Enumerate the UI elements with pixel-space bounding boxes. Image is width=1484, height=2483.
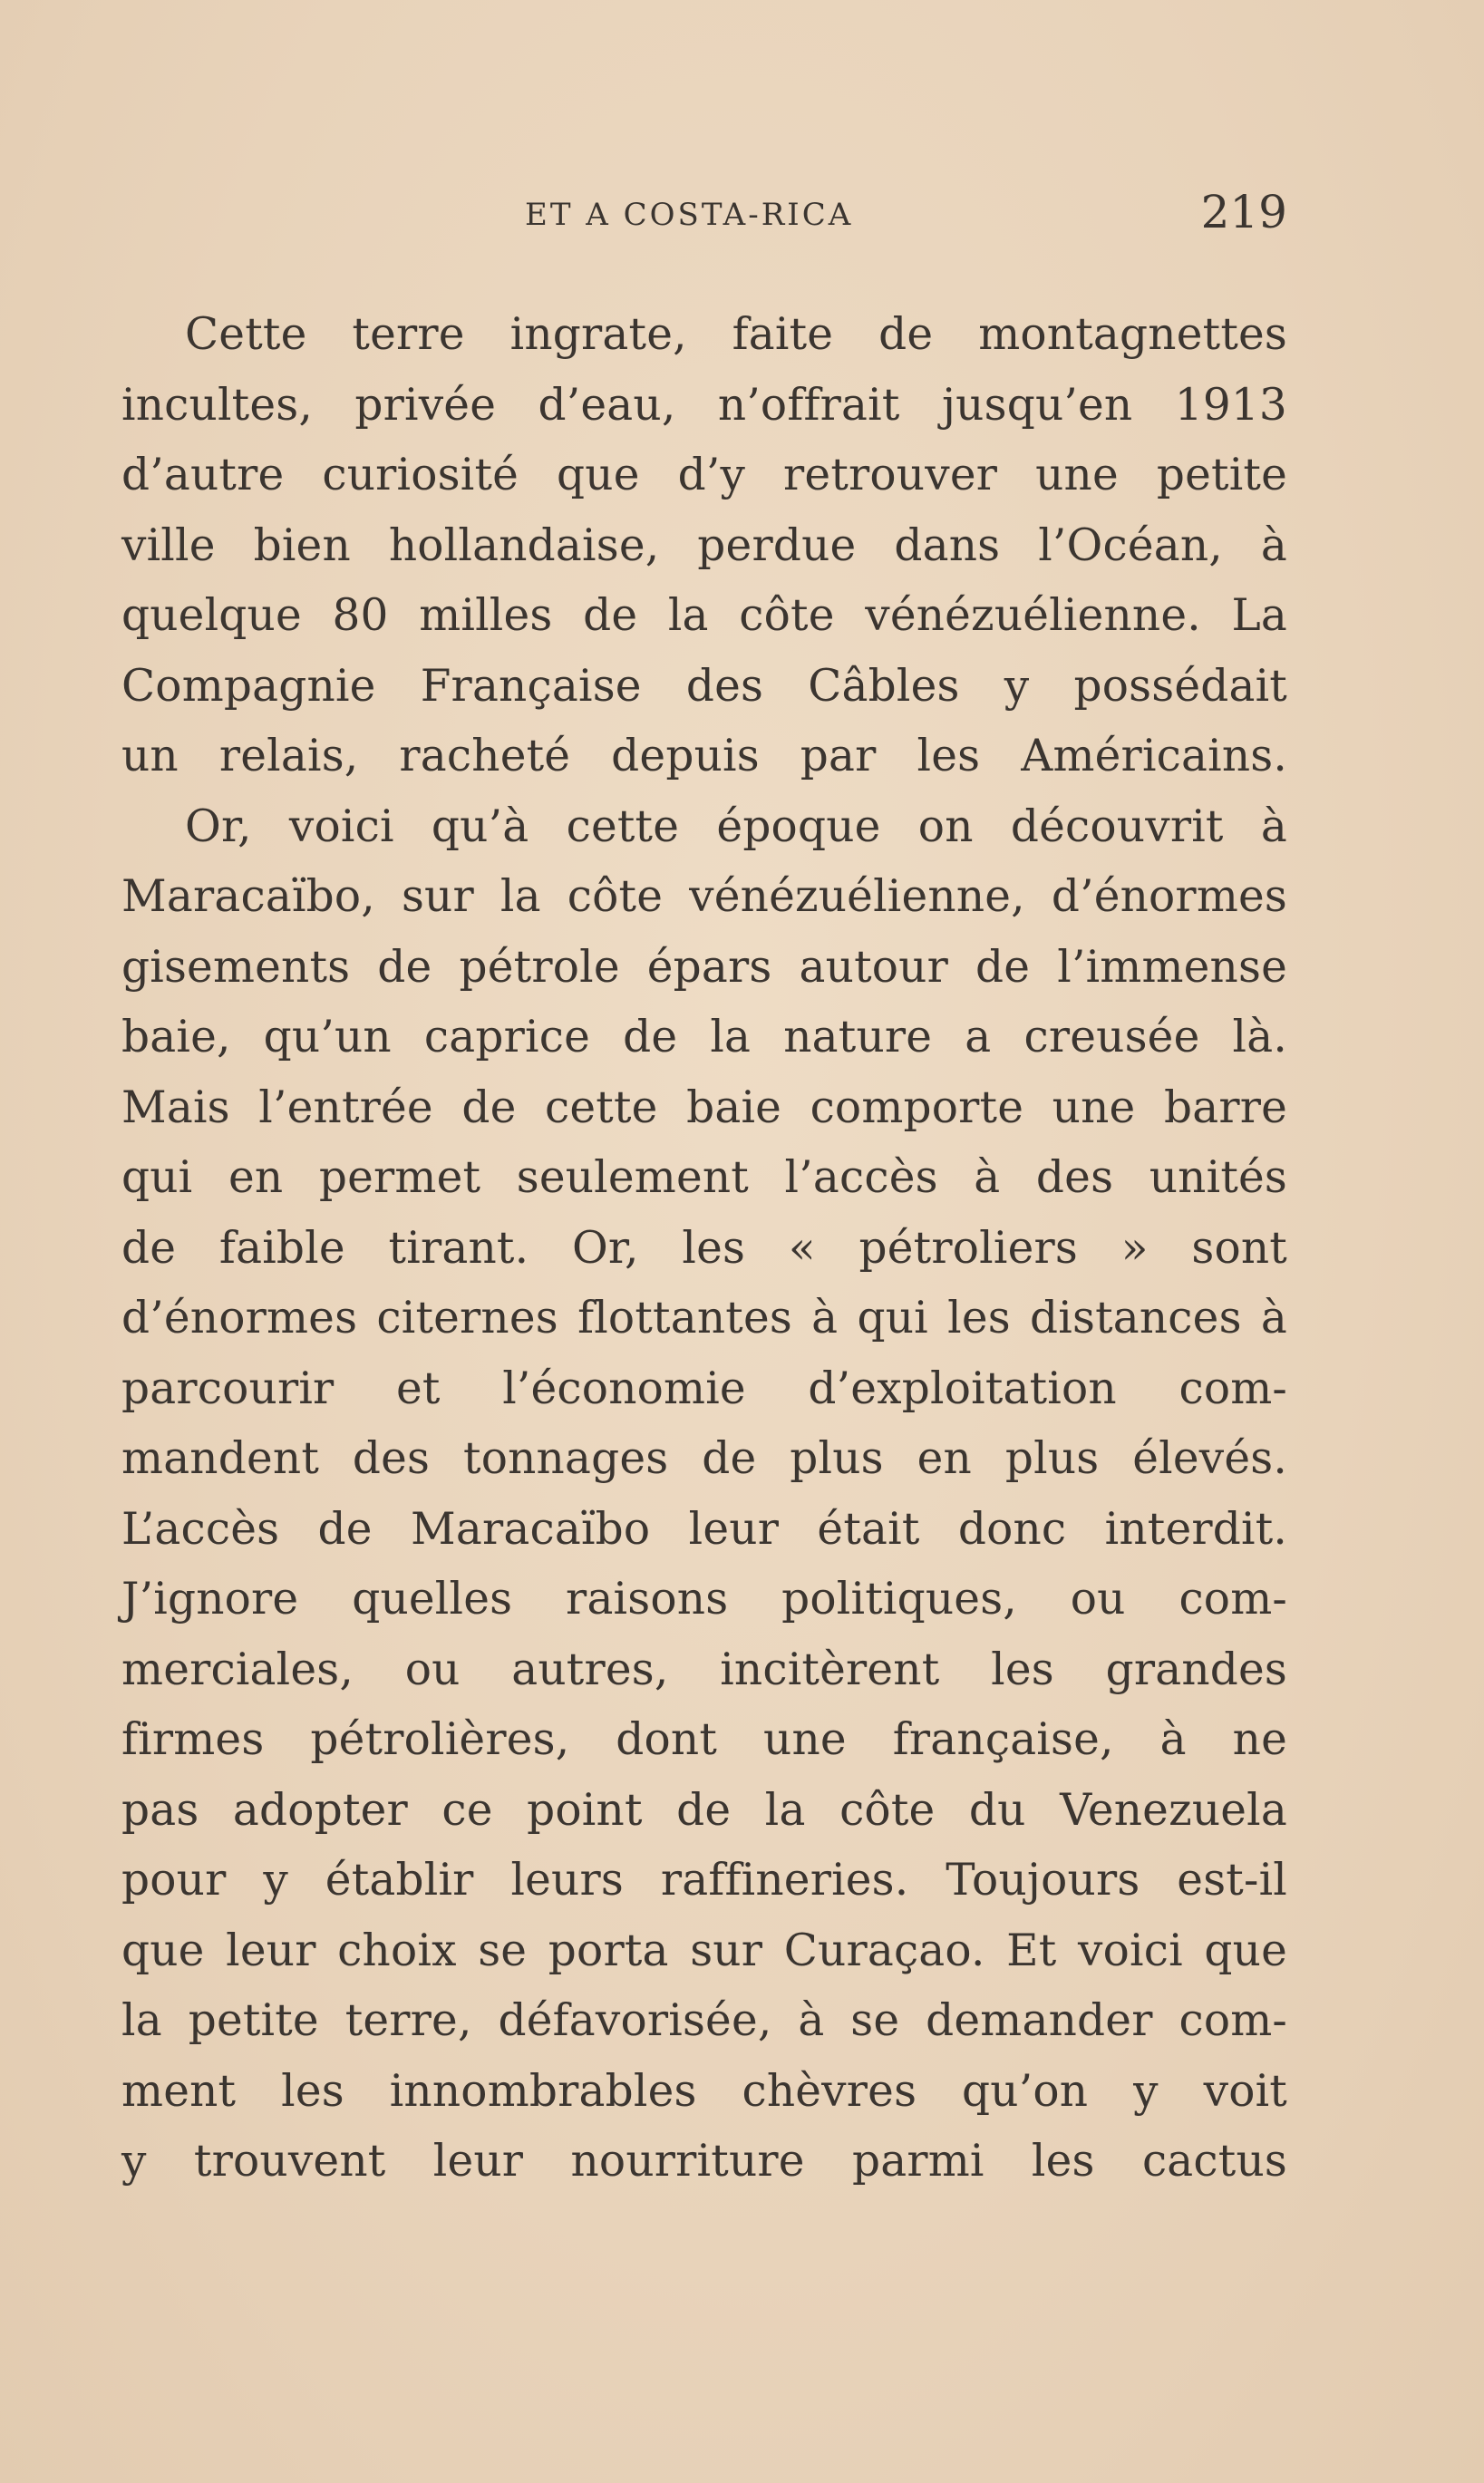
text-line: J’ignore quelles raisons politiques, ou com- [121,1574,1287,1625]
page-header [121,186,1287,240]
body-text [121,300,1287,2197]
text-line: d’autre curiosité que d’y retrouver une petite [121,450,1287,500]
text-line: Or, voici qu’à cette époque on découvrit à [185,800,1287,852]
text-line: firmes pétrolières, dont une française, à ne [121,1714,1287,1765]
text-line: Compagnie Française des Câbles y possédait [121,660,1287,712]
text-line: merciales, ou autres, incitèrent les grandes [121,1644,1287,1695]
text-line: Cette terre ingrate, faite de montagnettes [185,309,1287,360]
text-line: d’énormes citernes flottantes à qui les distances à [121,1293,1287,1343]
text-line: baie, qu’un caprice de la nature a creusée là. [121,1012,1287,1062]
text-line: y trouvent leur nourriture parmi les cactus [121,2136,1287,2187]
text-line: ment les innombrables chèvres qu’on y voit [121,2065,1287,2117]
text-line: gisements de pétrole épars autour de l’immense [121,941,1287,993]
text-line: un relais, racheté depuis par les Américains. [121,731,1287,781]
text-line: de faible tirant. Or, les « pétroliers » sont [121,1222,1287,1274]
text-line: incultes, privée d’eau, n’offrait jusqu’en 1913 [121,379,1287,431]
text-line: pour y établir leurs raffineries. Toujours est-il [121,1855,1287,1906]
text-line: Maracaïbo, sur la côte vénézuélienne, d’énormes [121,871,1287,922]
page-number: 219 [1200,186,1287,238]
text-line: Mais l’entrée de cette baie comporte une barre [121,1081,1287,1133]
running-title: ET A COSTA-RICA [525,197,854,233]
text-line: mandent des tonnages de plus en plus élevés. [121,1433,1287,1484]
text-line: quelque 80 milles de la côte vénézuélienne. La [121,590,1287,641]
text-line: qui en permet seulement l’accès à des unités [121,1152,1287,1203]
text-line: la petite terre, défavorisée, à se demander com- [121,1995,1287,2046]
text-line: parcourir et l’économie d’exploitation com- [121,1363,1287,1414]
text-line: que leur choix se porta sur Curaçao. Et voici que [121,1925,1287,1976]
text-line: ville bien hollandaise, perdue dans l’Océan, à [121,519,1287,571]
text-line: pas adopter ce point de la côte du Venezuela [121,1784,1287,1836]
text-line: L’accès de Maracaïbo leur était donc interdit. [121,1503,1287,1555]
